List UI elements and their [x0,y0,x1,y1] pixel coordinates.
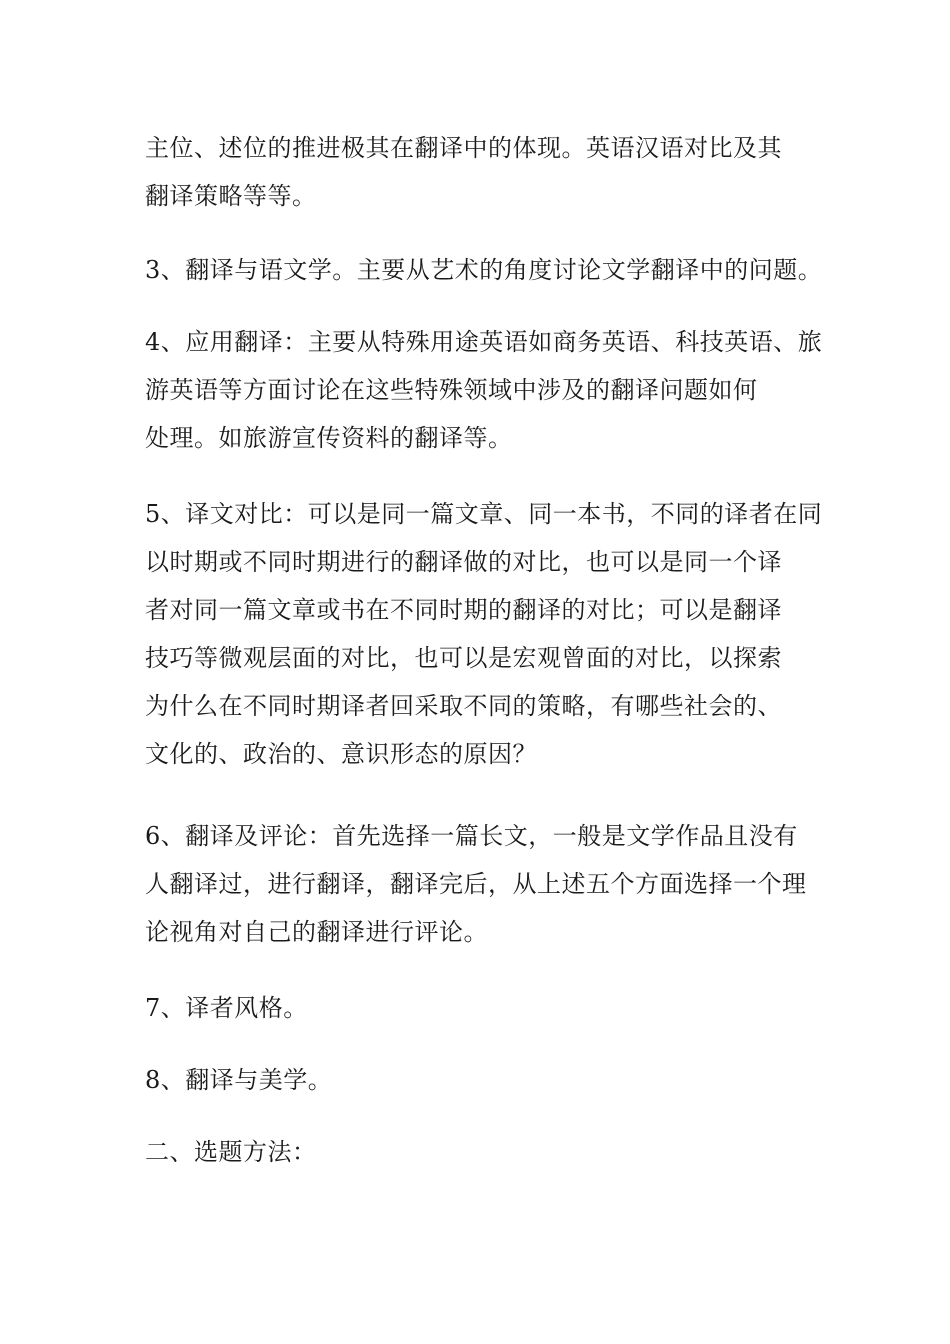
text-line: 人翻译过，进行翻译，翻译完后，从上述五个方面选择一个理 [145,870,807,898]
text-line: 游英语等方面讨论在这些特殊领域中涉及的翻译问题如何 [145,376,758,404]
text-line: 为什么在不同时期译者回采取不同的策略，有哪些社会的、 [145,692,782,720]
paragraph-item-5 [145,490,835,778]
paragraph-item-4 [145,318,835,462]
section-heading-topic-methods [145,1128,835,1176]
text-line: 6、翻译及评论：首先选择一篇长文，一般是文学作品且没有 [145,822,798,850]
text-line: 翻译策略等等。 [145,182,317,210]
paragraph-item-7 [145,984,835,1032]
text-line: 处理。如旅游宣传资料的翻译等。 [145,424,513,452]
text-line: 5、译文对比：可以是同一篇文章、同一本书，不同的译者在同 [145,500,823,528]
paragraph-item-6 [145,812,835,956]
paragraph-item-3 [145,246,835,294]
text-line: 二、选题方法： [145,1138,317,1166]
paragraph-theme-rheme [145,124,835,220]
text-line: 者对同一篇文章或书在不同时期的翻译的对比；可以是翻译 [145,596,782,624]
paragraph-item-8 [145,1056,835,1104]
text-line: 7、译者风格。 [145,994,308,1022]
text-line: 主位、述位的推进极其在翻译中的体现。英语汉语对比及其 [145,134,782,162]
text-line: 以时期或不同时期进行的翻译做的对比，也可以是同一个译 [145,548,782,576]
text-line: 4、应用翻译：主要从特殊用途英语如商务英语、科技英语、旅 [145,328,823,356]
text-line: 8、翻译与美学。 [145,1066,333,1094]
text-line: 论视角对自己的翻译进行评论。 [145,918,488,946]
text-line: 技巧等微观层面的对比，也可以是宏观曾面的对比，以探索 [145,644,782,672]
text-line: 3、翻译与语文学。主要从艺术的角度讨论文学翻译中的问题。 [145,256,823,284]
text-line: 文化的、政治的、意识形态的原因？ [145,740,537,768]
